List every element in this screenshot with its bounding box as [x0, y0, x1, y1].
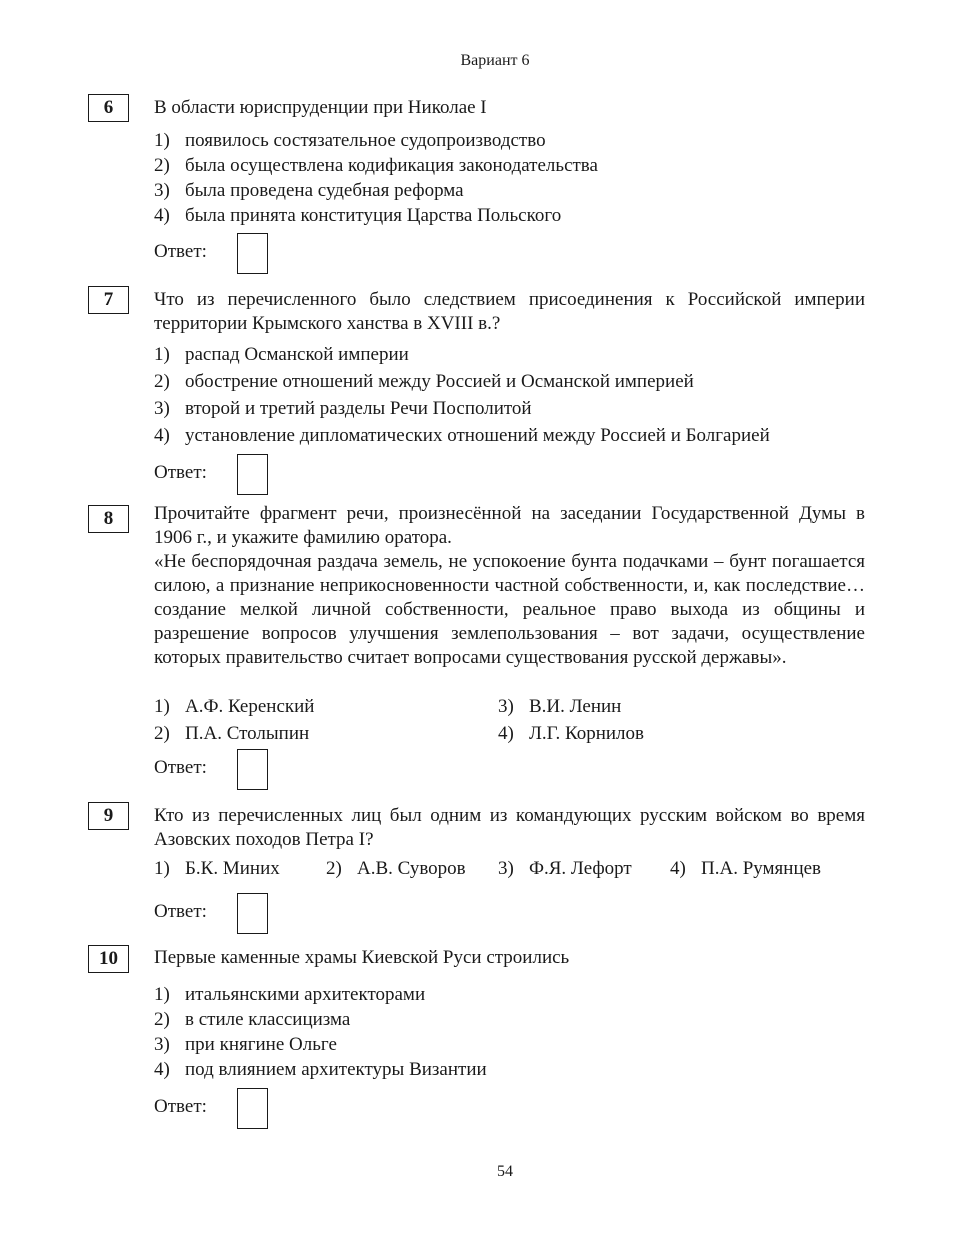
option [154, 203, 865, 228]
answer-box[interactable] [237, 233, 268, 274]
option-number: 3) [154, 1034, 170, 1055]
task-question: Кто из перечисленных лиц был одним из командующих русским войском во время Азовских походов Петра I? [154, 805, 865, 850]
option-number: 2) [154, 1009, 170, 1030]
task-question: Первые каменные храмы Киевской Руси строились [154, 947, 570, 968]
option-text: установление дипломатических отношений между Россией и Болгарией [185, 425, 770, 446]
answer-box[interactable] [237, 454, 268, 495]
answer-label: Ответ: [154, 901, 207, 922]
option-text: А.Ф. Керенский [185, 696, 315, 717]
task-number: 6 [88, 94, 129, 122]
option-number: 3) [498, 696, 514, 717]
answer-label: Ответ: [154, 1096, 207, 1117]
task-number: 9 [88, 802, 129, 830]
option-number: 1) [154, 984, 170, 1005]
task-number: 7 [88, 286, 129, 314]
option-text: под влиянием архитектуры Византии [185, 1059, 487, 1080]
task-question: Прочитайте фрагмент речи, произнесённой на заседании Государственной Думы в 1906 г., и укажите фамилию оратора. [154, 503, 865, 548]
option-number: 2) [326, 858, 342, 879]
option [154, 856, 280, 882]
option [154, 1057, 865, 1082]
option [154, 982, 865, 1007]
page-number: 54 [497, 1163, 513, 1180]
option [154, 694, 314, 720]
option [498, 856, 632, 882]
option-text: была принята конституция Царства Польского [185, 205, 562, 226]
option-number: 1) [154, 858, 170, 879]
option [326, 856, 466, 882]
answer-box[interactable] [237, 749, 268, 790]
option-number: 3) [154, 180, 170, 201]
option-number: 2) [154, 371, 170, 392]
option-number: 1) [154, 344, 170, 365]
answer-box[interactable] [237, 893, 268, 934]
option [154, 1007, 865, 1032]
answer-label: Ответ: [154, 757, 207, 778]
option-text: в стиле классицизма [185, 1009, 351, 1030]
option-text: Б.К. Миних [185, 858, 280, 879]
answer-label: Ответ: [154, 462, 207, 483]
option-text: была осуществлена кодификация законодательства [185, 155, 598, 176]
option-text: обострение отношений между Россией и Османской империей [185, 371, 694, 392]
task-options [154, 128, 865, 228]
speech-quote: «Не беспорядочная раздача земель, не успокоение бунта подачками – бунт погашается силою, а признание неприкосновенности частной собственности, и, как последствие… создание мелкой личной собственности, реальное право выхода из общины и разрешение вопросов улучшения землепользования – вот задачи, осуществление которых правительство считает вопросами существования русской державы». [154, 551, 865, 668]
task-options [154, 982, 865, 1082]
option [498, 694, 621, 720]
option [154, 341, 865, 368]
option-text: второй и третий разделы Речи Посполитой [185, 398, 532, 419]
option-number: 4) [498, 723, 514, 744]
option-number: 4) [154, 205, 170, 226]
answer-box[interactable] [237, 1088, 268, 1129]
option-text: А.В. Суворов [357, 858, 466, 879]
option [154, 368, 865, 395]
option [154, 422, 865, 449]
task-number: 8 [88, 505, 129, 533]
option-text: В.И. Ленин [529, 696, 622, 717]
option-number: 1) [154, 130, 170, 151]
option-text: распад Османской империи [185, 344, 409, 365]
option [154, 178, 865, 203]
page-header-variant: Вариант 6 [460, 52, 530, 69]
option-text: Ф.Я. Лефорт [529, 858, 632, 879]
option-number: 4) [670, 858, 686, 879]
task-number: 10 [88, 945, 129, 973]
option-text: П.А. Румянцев [701, 858, 822, 879]
option-number: 4) [154, 425, 170, 446]
option [498, 721, 644, 747]
option-number: 1) [154, 696, 170, 717]
task-options [154, 341, 865, 449]
task-question: Что из перечисленного было следствием присоединения к Российской империи территории Крымского ханства в XVIII в.? [154, 289, 865, 334]
option-text: при княгине Ольге [185, 1034, 337, 1055]
option-number: 3) [154, 398, 170, 419]
option-number: 2) [154, 723, 170, 744]
option [154, 153, 865, 178]
option-text: П.А. Столыпин [185, 723, 310, 744]
task-question: В области юриспруденции при Николае I [154, 97, 487, 118]
option [154, 128, 865, 153]
option [154, 1032, 865, 1057]
option-text: итальянскими архитекторами [185, 984, 426, 1005]
option-number: 4) [154, 1059, 170, 1080]
option-text: была проведена судебная реформа [185, 180, 464, 201]
option-text: появилось состязательное судопроизводство [185, 130, 546, 151]
option-text: Л.Г. Корнилов [529, 723, 644, 744]
option-number: 3) [498, 858, 514, 879]
option [670, 856, 821, 882]
option [154, 721, 309, 747]
option [154, 395, 865, 422]
option-number: 2) [154, 155, 170, 176]
answer-label: Ответ: [154, 241, 207, 262]
